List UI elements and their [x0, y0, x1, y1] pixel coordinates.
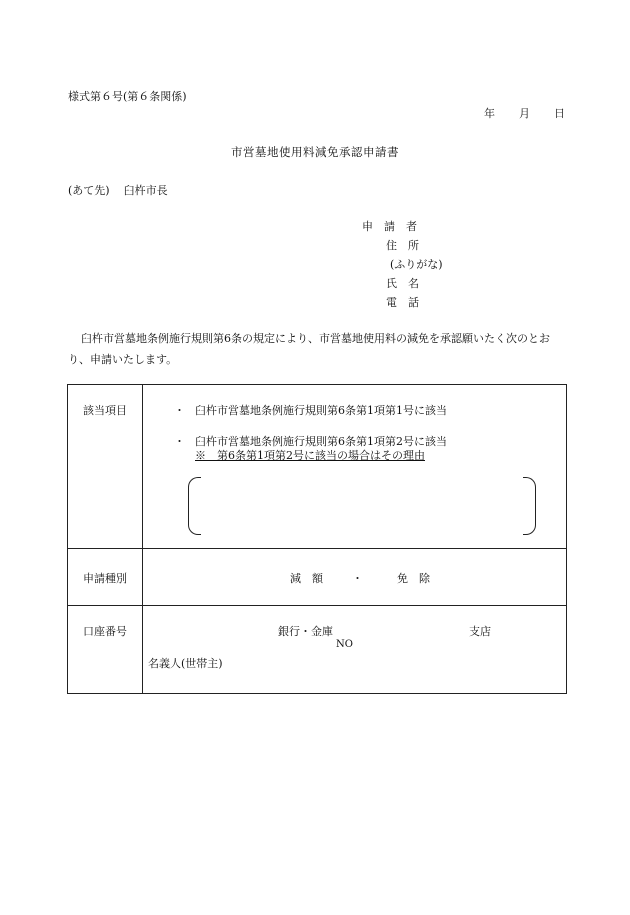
- account-no-label: NO: [336, 639, 353, 650]
- date-day-label: 日: [554, 107, 565, 120]
- reason-input-area[interactable]: [188, 477, 536, 535]
- reason-note: ※ 第6条第1項第2号に該当の場合はその理由: [195, 449, 425, 462]
- applicable-item-1[interactable]: 臼杵市営墓地条例施行規則第6条第1項第1号に該当: [195, 404, 447, 417]
- left-bracket: [188, 477, 201, 535]
- applicable-item-2[interactable]: 臼杵市営墓地条例施行規則第6条第1項第2号に該当: [195, 435, 447, 448]
- option-exemption[interactable]: 免 除: [397, 572, 430, 585]
- name-label: 氏 名: [386, 277, 419, 290]
- document-title: 市営墓地使用料減免承認申請書: [231, 145, 399, 159]
- applicant-heading: 申 請 者: [362, 220, 417, 233]
- application-table: [67, 384, 567, 694]
- bullet-1: ・: [174, 404, 185, 417]
- date-year-label: 年: [484, 107, 495, 120]
- furigana-label: (ふりがな): [390, 258, 443, 271]
- option-separator: ・: [352, 572, 363, 585]
- phone-label: 電 話: [386, 296, 419, 309]
- intro-paragraph: 臼杵市営墓地条例施行規則第6条の規定により、市営墓地使用料の減免を承認願いたく次のとおり、申請いたします。: [68, 332, 550, 366]
- addressee-line: [68, 182, 168, 198]
- branch-label: 支店: [469, 625, 491, 638]
- right-bracket: [523, 477, 536, 535]
- address-label: 住 所: [386, 239, 419, 252]
- date-month-label: 月: [519, 107, 530, 120]
- addressee-name: 臼杵市長: [123, 184, 168, 197]
- table-row-divider-1: [68, 548, 566, 549]
- form-number-label: 様式第６号(第６条関係): [68, 90, 187, 103]
- bullet-2: ・: [174, 435, 185, 448]
- row-header-account-number: 口座番号: [83, 625, 127, 638]
- option-reduction[interactable]: 減 額: [290, 572, 323, 585]
- bank-label: 銀行・金庫: [278, 625, 333, 638]
- account-holder-label: 名義人(世帯主): [148, 657, 223, 670]
- table-row-divider-2: [68, 605, 566, 606]
- addressee-prefix: (あて先): [68, 184, 110, 197]
- row-header-application-type: 申請種別: [83, 572, 127, 585]
- row-header-applicable-item: 該当項目: [83, 404, 127, 417]
- table-column-divider: [142, 385, 143, 693]
